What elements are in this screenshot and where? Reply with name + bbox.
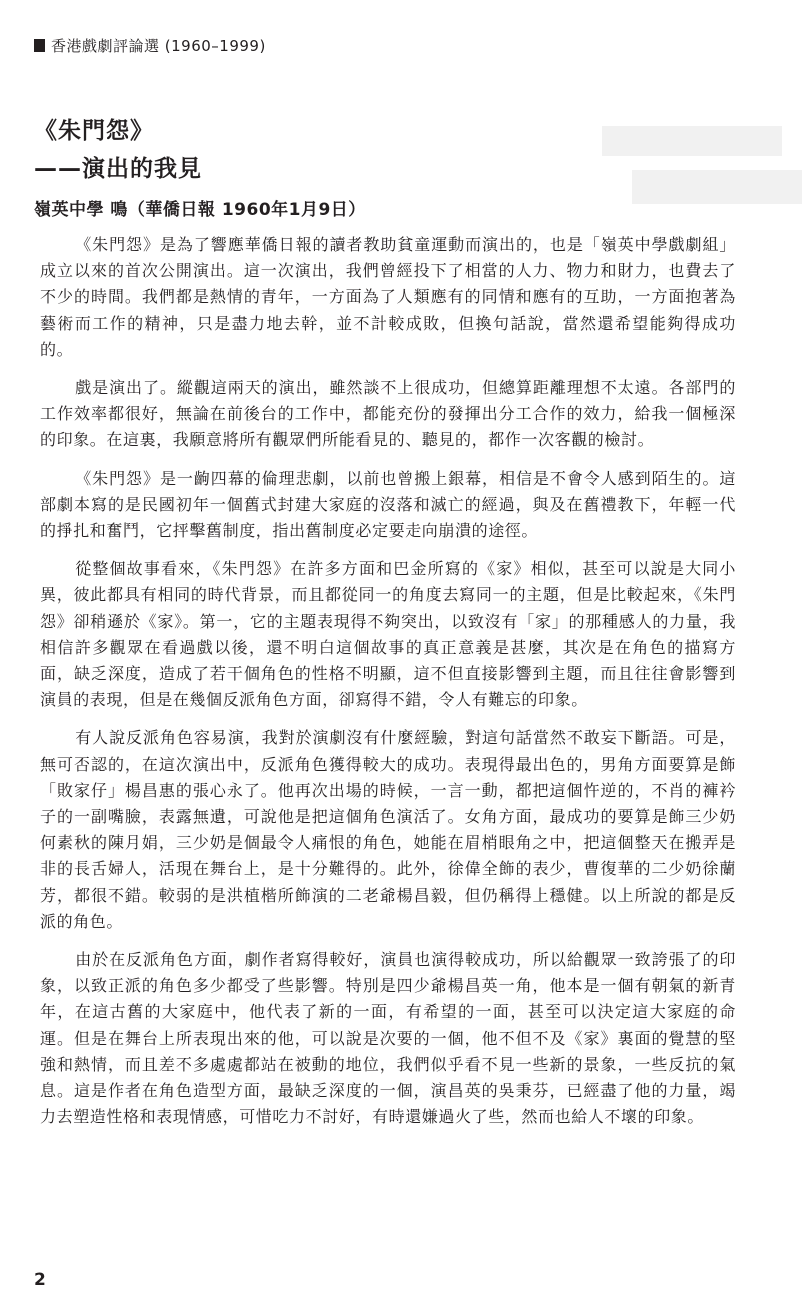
article-subtitle: ——演出的我見: [34, 155, 202, 182]
article-byline: 嶺英中學 鳴（華僑日報 1960年1月9日）: [34, 200, 366, 221]
body-paragraph: 從整個故事看來，《朱門怨》在許多方面和巴金所寫的《家》相似，甚至可以說是大同小異，彼此都具有相同的時代背景，而且都從同一的角度去寫同一的主題，但是比較起來，《朱門怨》卻稍遜於《家》。第一，它的主題表現得不夠突出，以致沒有「家」的那種感人的力量，我相信許多觀眾在看過戲以後，還不明白這個故事的真正意義是甚麼，其次是在角色的描寫方面，缺乏深度，造成了若干個角色的性格不明顯，這不但直接影響到主題，而且往往會影響到演員的表現，但是在幾個反派角色方面，卻寫得不錯，令人有難忘的印象。: [40, 559, 736, 710]
page-number: 2: [34, 1270, 46, 1290]
body-paragraph: 由於在反派角色方面，劇作者寫得較好，演員也演得較成功，所以給觀眾一致誇張了的印象，以致正派的角色多少都受了些影響。特別是四少爺楊昌英一角，他本是一個有朝氣的新青年，在這古舊的大家庭中，他代表了新的一面，有希望的一面，甚至可以決定這大家庭的命運。但是在舞台上所表現出來的他，可以說是次要的一個，他不但不及《家》裏面的覺慧的堅強和熱情，而且差不多處處都站在被動的地位，我們似乎看不見一些新的景象，一些反抗的氣息。這是作者在角色造型方面，最缺乏深度的一個，演昌英的吳秉芬，已經盡了他的力量，竭力去塑造性格和表現情感，可惜吃力不討好，有時還嫌過火了些，然而也給人不壞的印象。: [40, 950, 736, 1127]
article-body: [40, 232, 736, 1143]
body-paragraph: 戲是演出了。縱觀這兩天的演出，雖然談不上很成功，但總算距離理想不太遠。各部門的工作效率都很好，無論在前後台的工作中，都能充份的發揮出分工合作的效力，給我一個極深的印象。在這裏，我願意將所有觀眾們所能看見的、聽見的，都作一次客觀的檢討。: [40, 378, 736, 450]
body-paragraph: 有人說反派角色容易演，我對於演劇沒有什麼經驗，對這句話當然不敢妄下斷語。可是，無可否認的，在這次演出中，反派角色獲得較大的成功。表現得最出色的，男角方面要算是飾「敗家仔」楊昌惠的張心永了。他再次出場的時候，一言一動，都把這個忤逆的，不肖的褲衿子的一副嘴臉，表露無遺，可說他是把這個角色演活了。女角方面，最成功的要算是飾三少奶何素秋的陳月娟，三少奶是個最令人痛恨的角色，她能在眉梢眼角之中，把這個整天在搬弄是非的長舌婦人，活現在舞台上，是十分難得的。此外，徐偉全飾的表少，曹復華的二少奶徐蘭芳，都很不錯。較弱的是洪植楷所飾演的二老爺楊昌毅，但仍稱得上穩健。以上所說的都是反派的角色。: [40, 728, 736, 931]
article-title-block: [34, 118, 366, 220]
article-title: 《朱門怨》: [34, 118, 154, 144]
body-paragraph: 《朱門怨》是為了響應華僑日報的讀者教助貧童運動而演出的，也是「嶺英中學戲劇組」成立以來的首次公開演出。這一次演出，我們曾經投下了相當的人力、物力和財力，也費去了不少的時間。我們都是熱情的青年，一方面為了人類應有的同情和應有的互助，一方面抱著為藝術而工作的精神，只是盡力地去幹，並不計較成敗，但換句話說，當然還希望能夠得成功的。: [40, 235, 736, 359]
header-square-marker: [34, 39, 45, 52]
running-header: [34, 34, 266, 56]
show-through-watermark: [482, 118, 812, 218]
running-header-title: 香港戲劇評論選 (1960–1999): [51, 36, 266, 55]
body-paragraph: 《朱門怨》是一齣四幕的倫理悲劇，以前也曾搬上銀幕，相信是不會令人感到陌生的。這部劇本寫的是民國初年一個舊式封建大家庭的沒落和滅亡的經過，與及在舊禮教下，年輕一代的掙扎和奮鬥，它抨擊舊制度，指出舊制度必定要走向崩潰的途徑。: [40, 468, 736, 541]
